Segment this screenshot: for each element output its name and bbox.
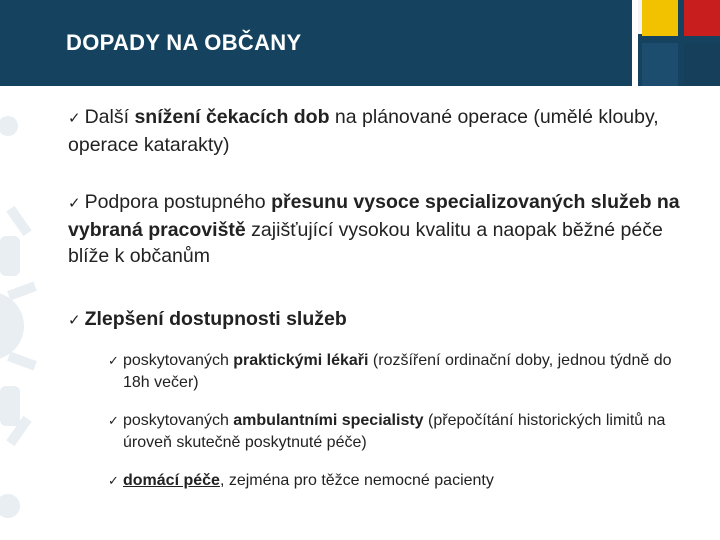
sun-watermark-icon xyxy=(0,86,60,540)
checkmark-icon: ✓ xyxy=(108,473,119,488)
bullet-2: ✓ Podpora postupného přesunu vysoce specializovaných služeb na vybraná pracoviště zajišťující vysokou kvalitu a naopak běžné péče blíže k občanům xyxy=(68,191,680,267)
slide-title: DOPADY NA OBČANY xyxy=(66,30,302,55)
checkmark-icon: ✓ xyxy=(68,110,81,127)
checkmark-icon: ✓ xyxy=(68,195,81,212)
checkmark-icon: ✓ xyxy=(108,353,119,368)
checkmark-icon: ✓ xyxy=(108,413,119,428)
subbullet-3: ✓ domácí péče, zejména pro těžce nemocné pacienty xyxy=(68,470,698,492)
corner-tile-navy xyxy=(684,43,720,86)
checkmark-icon: ✓ xyxy=(68,312,81,329)
corner-tile-blue xyxy=(642,43,678,86)
bullet-list xyxy=(68,104,698,492)
bullet-3: ✓ Zlepšení dostupnosti služeb xyxy=(68,308,347,330)
subbullet-2: ✓ poskytovaných ambulantními specialisty (přepočítání historických limitů na úroveň skutečně poskytnuté péče) xyxy=(108,412,666,451)
corner-tile-yellow xyxy=(642,0,678,36)
bullet-1: ✓ Další snížení čekacích dob na plánované operace (umělé klouby, operace katarakty) xyxy=(68,106,659,156)
corner-tile-divider xyxy=(632,0,638,86)
corner-tile-red xyxy=(684,0,720,36)
title-bar xyxy=(0,0,720,86)
subbullet-1: ✓ poskytovaných praktickými lékaři (rozšíření ordinační doby, jednou týdně do 18h večer) xyxy=(108,352,672,391)
